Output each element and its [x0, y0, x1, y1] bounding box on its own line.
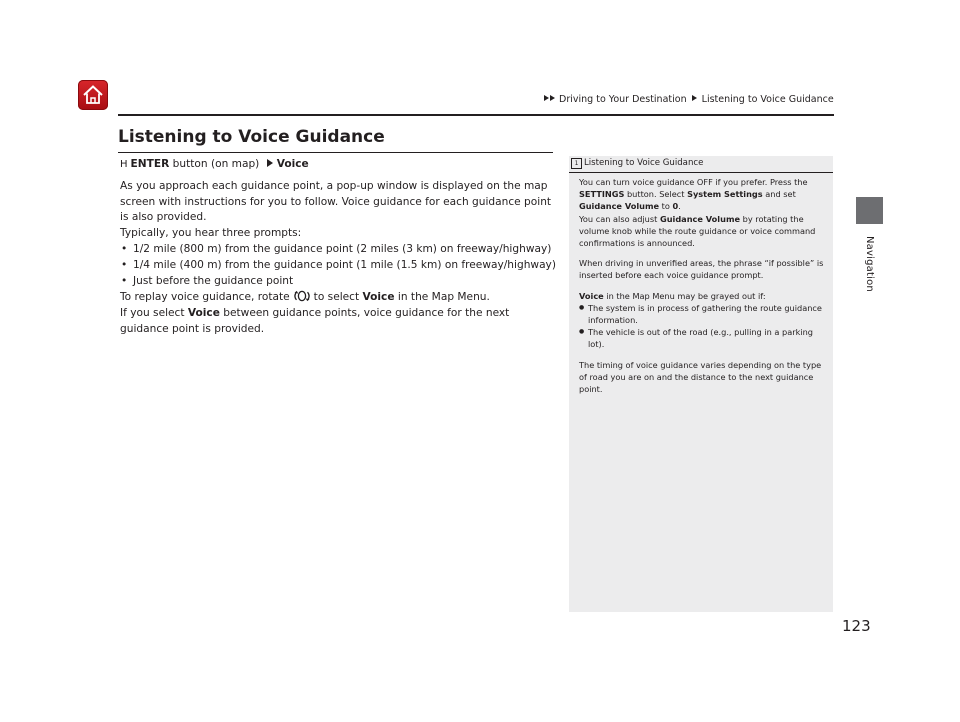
breadcrumb-arrow-icon [544, 95, 549, 101]
note-text: in the Map Menu may be grayed out if: [606, 290, 766, 301]
list-item: ● The system is in process of gathering the route guidance information. [579, 302, 827, 326]
sidebar-heading [569, 156, 833, 173]
note-text: to [661, 201, 670, 212]
guidance-volume-label: Guidance Volume [579, 201, 660, 212]
note-text: You can turn voice guidance OFF if you prefer. Press the [579, 177, 808, 187]
menu-path [120, 157, 560, 173]
prompts-intro: Typically, you hear three prompts: [120, 227, 302, 240]
replay-paragraph [120, 289, 560, 306]
list-item: • Just before the guidance point [120, 274, 560, 290]
sidebar-heading-text: Listening to Voice Guidance [584, 158, 704, 168]
interface-dial-icon [293, 289, 311, 303]
select-text: between guidance points, voice guidance for the next guidance point is provided. [120, 307, 510, 335]
arrow-right-icon [267, 159, 273, 167]
note-text: by rotating the volume knob while the route guidance or voice command confirmations is announced. [579, 213, 816, 249]
enter-button-label: ENTER [130, 158, 170, 170]
menu-path-target: Voice [276, 158, 309, 170]
voice-label: Voice [362, 291, 395, 304]
note-paragraph [579, 290, 827, 302]
note-paragraph [579, 213, 827, 250]
breadcrumb-item[interactable]: Driving to Your Destination [559, 94, 687, 105]
page-title: Listening to Voice Guidance [118, 127, 385, 147]
menu-path-suffix: button (on map) [172, 158, 260, 170]
zero-value: 0 [672, 201, 679, 212]
breadcrumb-item[interactable]: Listening to Voice Guidance [701, 94, 834, 105]
home-button[interactable] [78, 80, 108, 110]
note-list [579, 302, 827, 351]
settings-label: SETTINGS [579, 189, 625, 200]
note-text: and set [765, 189, 796, 200]
section-tab-marker[interactable] [856, 197, 883, 224]
voice-label: Voice [187, 307, 220, 320]
intro-paragraph: As you approach each guidance point, a pop-up window is displayed on the map screen with instructions for you to follow. Voice guidance for each guidance point is also provided. [120, 179, 552, 224]
page-number: 123 [842, 617, 871, 635]
prompt-list [120, 242, 560, 289]
sidebar-note [569, 156, 833, 612]
note-paragraph: The timing of voice guidance varies depending on the type of road you are on and the distance to the next guidance point. [579, 359, 822, 395]
note-text: . [678, 201, 681, 212]
list-item: • 1/4 mile (400 m) from the guidance point (1 mile (1.5 km) on freeway/highway) [120, 258, 560, 274]
replay-text: To replay voice guidance, rotate [120, 291, 290, 304]
replay-text: to select [313, 291, 360, 304]
note-paragraph [579, 176, 827, 213]
replay-text: in the Map Menu. [397, 291, 490, 304]
section-tab-label: Navigation [864, 236, 875, 292]
voice-label: Voice [579, 290, 604, 301]
h-key-icon: H [120, 159, 128, 170]
note-number-icon: 1 [571, 158, 582, 169]
main-content [120, 157, 560, 338]
system-settings-label: System Settings [687, 189, 763, 200]
select-text: If you select [120, 307, 185, 320]
guidance-volume-label: Guidance Volume [659, 213, 741, 224]
list-item: • 1/2 mile (800 m) from the guidance point (2 miles (3 km) on freeway/highway) [120, 242, 560, 258]
list-item: ● The vehicle is out of the road (e.g., pulling in a parking lot). [579, 326, 827, 350]
breadcrumb-arrow-icon [550, 95, 555, 101]
title-rule [118, 152, 553, 153]
header-rule [118, 114, 834, 116]
select-paragraph [120, 306, 560, 338]
breadcrumb-arrow-icon [692, 95, 697, 101]
note-paragraph: When driving in unverified areas, the phrase “if possible” is inserted before each voice guidance prompt. [579, 258, 824, 281]
breadcrumb [544, 94, 834, 105]
note-text: button. Select [626, 189, 685, 200]
sidebar-body [579, 176, 827, 403]
note-text: You can also adjust [579, 213, 658, 224]
home-icon [81, 83, 105, 107]
